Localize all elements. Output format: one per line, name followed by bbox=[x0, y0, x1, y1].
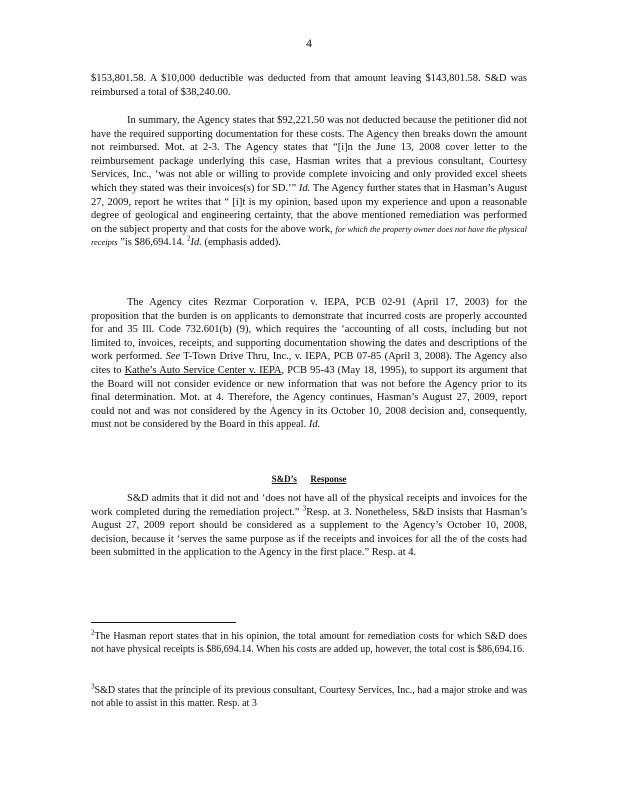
footnote-mark: 2 bbox=[91, 628, 95, 637]
footnote-text: The Hasman report states that in his opinion, the total amount for remediation costs for which S&D does not have physical receipts is $86,694.14. When his costs are added up, however, the total cost is $86,694.16. bbox=[91, 631, 527, 655]
text-run: Resp. at 3. Nonetheless, S&D insists that Hasman’s August 27, 2009 report should be considered as a supplement to the Agency’s October 10, 2008, decision, because it ‘serves the same purpose as if the receipts and invoices for all the of the costs had been submitted in the application to the Agency in the first place.” Resp. at 4. bbox=[91, 506, 528, 559]
case-name-kathes: Kathe’s Auto Service Center v. IEPA bbox=[124, 364, 282, 376]
footnote-ref-2: 2 bbox=[187, 234, 191, 243]
text-run: ”is $86,694.14. bbox=[117, 237, 188, 249]
text-run: , PCB 02-91 (April 17, 2003) for the proposition that the burden is on applicants to demonstrate that incurred costs are properly accounted for and 35 Ill. Code 732.601(b) (9), which requires the ‘accounting of all costs, including but not limited to, invoices, receipts, and supporting documentation showing the dates and descriptions of the work performed. bbox=[91, 297, 527, 363]
paragraph-agency-summary bbox=[91, 114, 527, 250]
text-run: , PCB 95-43 (May 18, 1995), to support its argument that the Board will not consider evidence or new information that was not before the Agency prior to its final determination. Mot. at 4. Therefore, the Agency continues, Hasman’s August 27, 2009, report could not and was not considered by the Agency in its October 10, 2008 decision and, consequently, must not be considered by the Board in this appeal. bbox=[91, 364, 527, 431]
text-run: The Agency cites bbox=[127, 297, 215, 308]
footnote-mark: 3 bbox=[91, 682, 95, 691]
citation-id: Id. bbox=[298, 182, 311, 194]
footnote-text: S&D states that the principle of its previous consultant, Courtesy Services, Inc., had a major stroke and was not able to assist in this matter. Resp. at 3 bbox=[91, 685, 527, 709]
footnote-3 bbox=[91, 684, 527, 710]
paragraph-agency-cites bbox=[91, 296, 527, 432]
citation-id: Id. bbox=[190, 237, 202, 249]
text-run: The Agency further states that in Hasman’s August 27, 2009, report he writes that “ [i]t is my opinion, based upon my experience and upon a reasonable degree of geological and engineering certainty, that the above mentioned remediation was performed on the subject property and that costs for the above work, bbox=[91, 182, 527, 235]
case-name-rezmar: Rezmar Corporation v. IEPA bbox=[214, 297, 347, 308]
heading-word: Response bbox=[310, 474, 347, 484]
emphasized-quote: for which the property owner does not have the physical receipts bbox=[91, 223, 527, 248]
heading-word: S&D’s bbox=[271, 474, 297, 484]
page-number: 4 bbox=[306, 36, 312, 50]
citation-signal-see: See bbox=[165, 351, 181, 363]
text-run: (emphasis added). bbox=[201, 237, 281, 249]
footnote-divider bbox=[91, 622, 236, 623]
text-run: , PCB 07-85 (April 3, 2008). The Agency also cites to bbox=[91, 351, 528, 376]
footnote-2 bbox=[91, 630, 527, 656]
footnote-ref-3: 3 bbox=[302, 504, 307, 513]
section-heading bbox=[91, 474, 527, 484]
text-run: S&D admits that it did not and ‘does not have all of the physical receipts and invoices for the work completed during the remediation project.” bbox=[91, 493, 527, 518]
case-name-ttown: T-Town Drive Thru, Inc., v. IEPA bbox=[180, 351, 328, 363]
citation-id: Id. bbox=[308, 419, 321, 431]
paragraph-reimbursement-total: $153,801.58. A $10,000 deductible was deducted from that amount leaving $143,801.58. S&D was reimbursed a total of $38,240.00. bbox=[91, 73, 527, 98]
text-run: In summary, the Agency states that $92,221.50 was not deducted because the petitioner did not have the required supporting documentation for these costs. The Agency then breaks down the amount not reimbursed. Mot. at 2-3. The Agency states that “[i]n the June 13, 2008 cover letter to the reimbursement package underlying this case, Hasman writes that a previous consultant, Courtesy Services, Inc., ‘was not able or willing to provide complete invoicing and only provided excel sheets which they stated was their invoices(s) for SD.’” bbox=[91, 115, 527, 194]
paragraph-sd-response bbox=[91, 492, 527, 560]
